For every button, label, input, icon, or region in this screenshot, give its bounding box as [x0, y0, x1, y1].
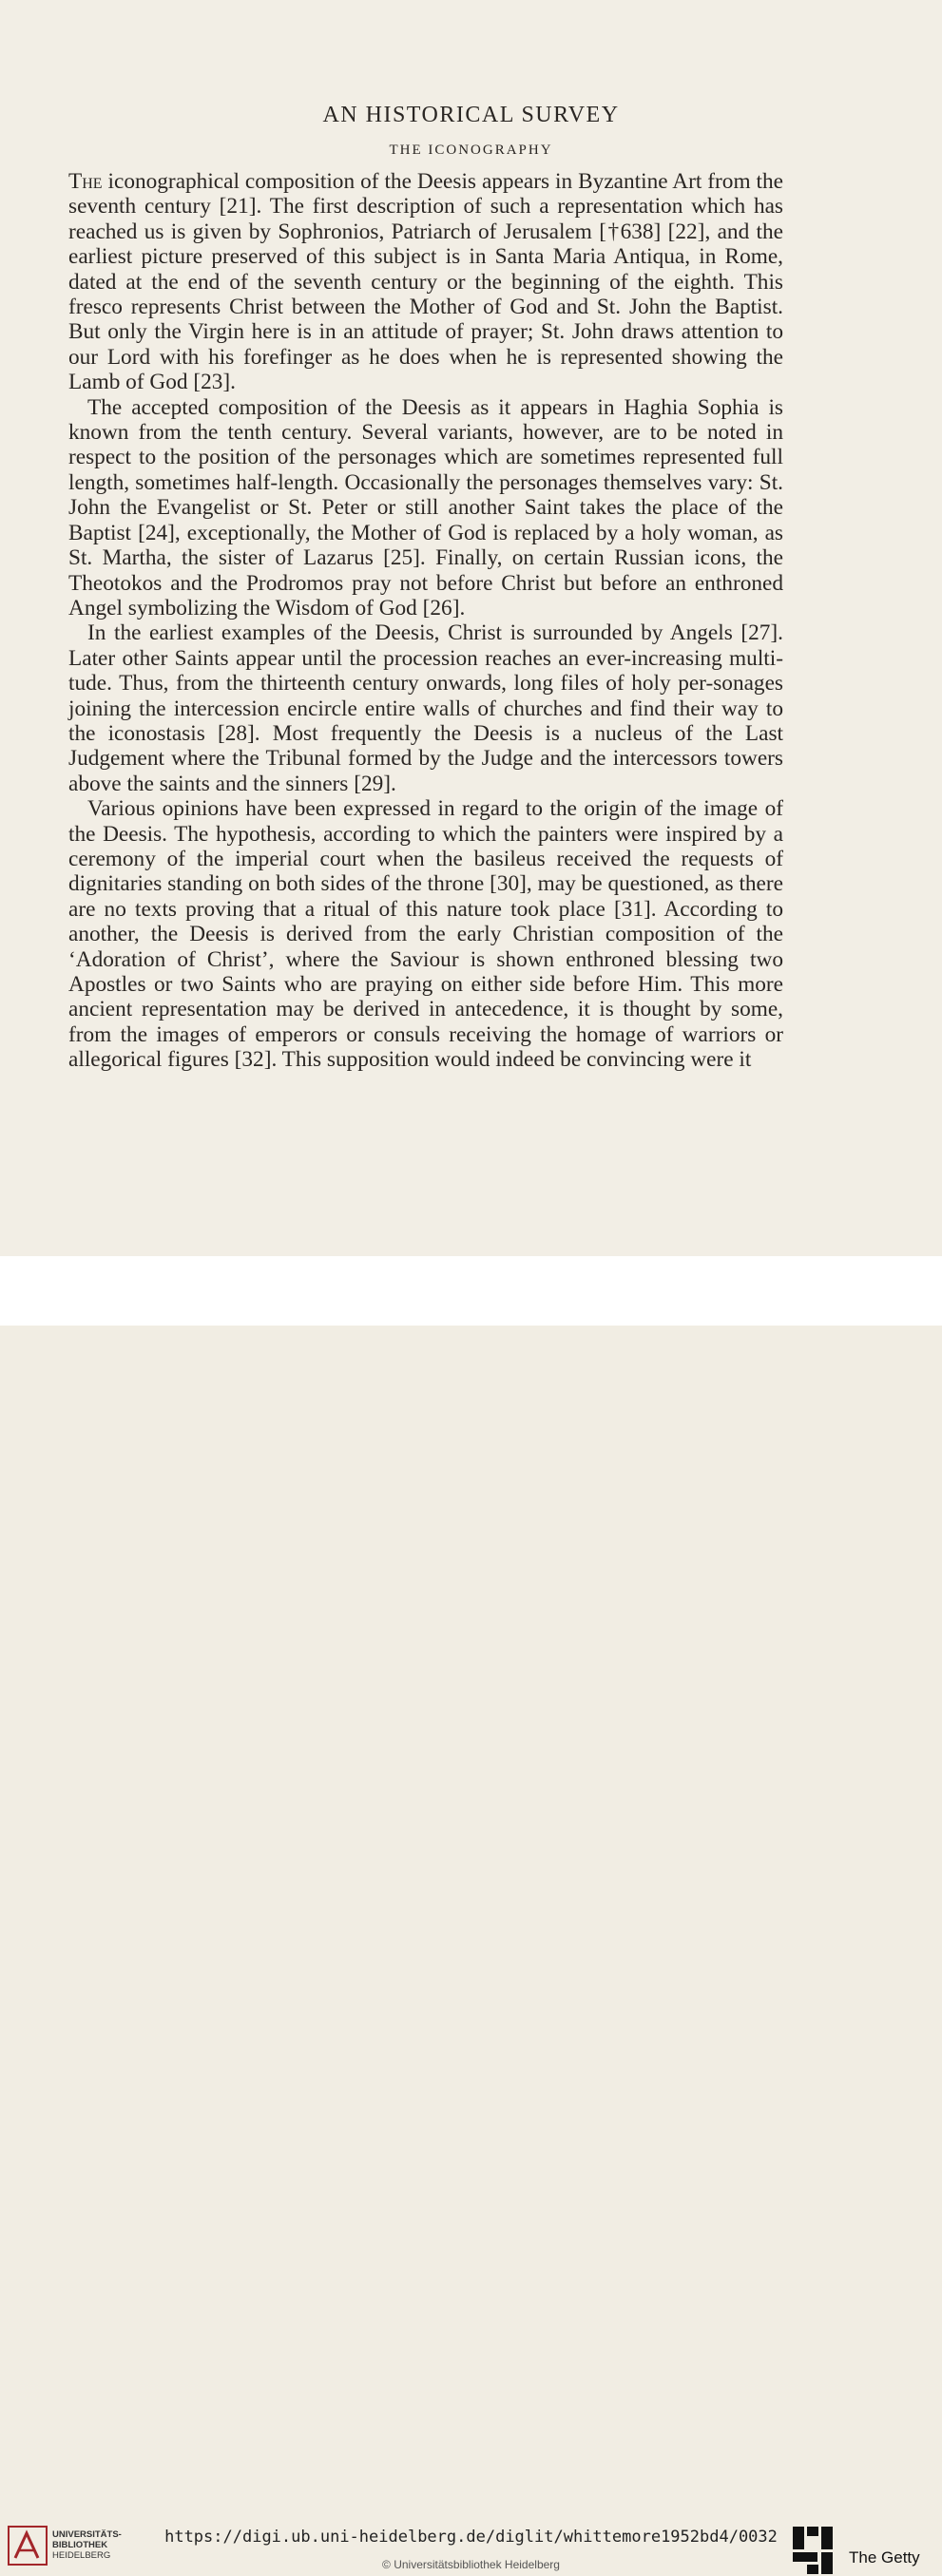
permalink-url[interactable]: https://digi.ub.uni-heidelberg.de/diglit/whittemore1952bd4/0032: [164, 2528, 778, 2547]
paragraph-text: iconographical composition of the Deesis appears in Byzantine Art from the seventh century [21]. The first description of such a representation which has reached us is given by Sophronios, Patriarch of Jerusalem [†638] [22], and the earliest picture preserved of this subject is in Santa Maria Antiqua, in Rome, dated at the end of the seventh century or the beginning of the eighth. This fresco represents Christ between the Mother of God and St. John the Baptist. But only the Virgin here is in an attitude of prayer; St. John draws attention to our Lord with his forefinger as he does when he is represented showing the Lamb of God [23].: [68, 169, 783, 395]
copyright-notice: © Universitätsbibliothek Heidelberg: [382, 2558, 560, 2571]
partner-name: The Getty: [849, 2548, 920, 2566]
section-title: THE ICONOGRAPHY: [389, 143, 553, 158]
library-line-1: UNIVERSITÄTS-: [52, 2529, 122, 2540]
body-text: [68, 169, 783, 1073]
paragraph-4: Various opinions have been expressed in regard to the origin of the image of the Deesis. The hypothesis, according to which the painters were inspired by a ceremony of the imperial court when the basileus received the requests of dignitaries standing on both sides of the throne [30], may be questioned, as there are no texts proving that a ritual of this nature took place [31]. According to another, the Deesis is derived from the early Christian composition of the ‘Adoration of Christ’, where the Saviour is shown enthroned blessing two Apostles or two Saints who are praying on either side before Him. This more ancient representation may be derived in antecedence, it is thought by some, from the images of emperors or consuls receiving the homage of warriors or allegorical figures [32]. This supposition would indeed be convincing were it: [68, 796, 783, 1073]
viewer-footer: [0, 1256, 942, 2571]
getty-logo-icon: [791, 2525, 835, 2576]
paragraph-1: [68, 169, 783, 395]
library-line-3: HEIDELBERG: [52, 2550, 111, 2561]
paragraph-3: In the earliest examples of the Deesis, Christ is surrounded by Angels [27]. Later other Saints appear until the procession reaches an ever-increasing multi-tude. Thus, from the thirteenth century onwards, long files of holy per-sonages joining the intercession encircle entire walls of churches and find their way to the iconostasis [28]. Most frequently the Deesis is a nucleus of the Last Judgement where the Tribunal formed by the Judge and the intercessors towers above the saints and the sinners [29].: [68, 620, 783, 796]
library-line-2: BIBLIOTHEK: [52, 2540, 108, 2550]
document-page: [0, 0, 942, 1256]
paragraph-lead: The: [68, 169, 103, 194]
running-title: AN HISTORICAL SURVEY: [322, 103, 620, 127]
paragraph-2: The accepted composition of the Deesis as it appears in Haghia Sophia is known from the tenth century. Several variants, however, are to be noted in respect to the position of the personages which are sometimes represented full length, sometimes half-length. Occasionally the personages themselves vary: St. John the Evangelist or St. Peter or still another Saint takes the place of the Baptist [24], exceptionally, the Mother of God is replaced by a holy woman, as St. Martha, the sister of Lazarus [25]. Finally, on certain Russian icons, the Theotokos and the Prodromos pray not before Christ but before an enthroned Angel symbolizing the Wisdom of God [26].: [68, 394, 783, 620]
